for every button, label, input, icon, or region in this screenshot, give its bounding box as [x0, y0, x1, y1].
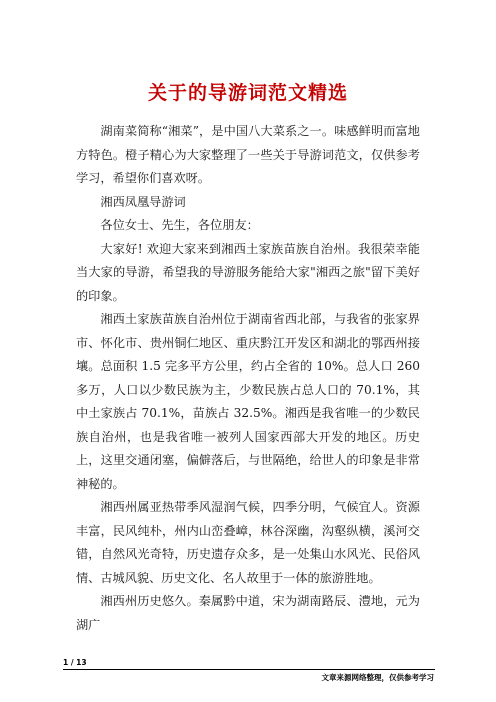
document-body	[76, 120, 420, 637]
footer-divider	[63, 669, 435, 670]
intro-paragraph: 湖南菜简称“湘菜”，是中国八大菜系之一。味感鲜明而富地方特色。橙子精心为大家整理了一些关于导游词范文，仅供参考学习，希望你们喜欢呀。	[76, 124, 420, 185]
page-title: 关于的导游词范文精选	[147, 82, 348, 104]
history-paragraph: 湘西州历史悠久。秦属黔中道，宋为湖南路辰、澧地，元为湖广	[76, 594, 420, 632]
welcome-paragraph: 大家好! 欢迎大家来到湘西土家族苗族自治州。我很荣幸能当大家的导游，希望我的导游服务能给大家"湘西之旅"留下美好的印象。	[76, 241, 420, 303]
footer-note: 文章来源网络整理，仅供参考学习	[321, 673, 434, 682]
page-number: 1 / 13	[63, 658, 87, 667]
greeting-paragraph: 各位女士、先生，各位朋友：	[100, 218, 259, 232]
location-paragraph: 湘西土家族苗族自治州位于湖南省西北部，与我省的张家界市、怀化市、贵州铜仁地区、重庆黔江开发区和湖北的鄂西州接壤。总面积 1.5 完多平方公里，约占全省的 10%。总人口 260 多万，人口以少数民族为主，少数民族占总人口的 70.1%，其中土家族占 70.1%，苗族占 32.5%。湘西是我省唯一的少数民族自治州，也是我省唯一被列人国家西部大开发的地区。历史上，这里交通闭塞，偏僻落后，与世隔绝，给世人的印象是非常神秘的。	[76, 312, 420, 491]
section-heading: 湘西凤凰导游词	[100, 194, 186, 209]
climate-paragraph: 湘西州属亚热带季风湿润气候，四季分明，气候宜人。资源丰富，民风纯朴，州内山峦叠嶂，林谷深幽，沟壑纵横，溪河交错，自然风光奇特，历史遗存众多，是一处集山水风光、民俗风情、古城风貌、历史文化、名人故里于一体的旅游胜地。	[76, 500, 420, 585]
